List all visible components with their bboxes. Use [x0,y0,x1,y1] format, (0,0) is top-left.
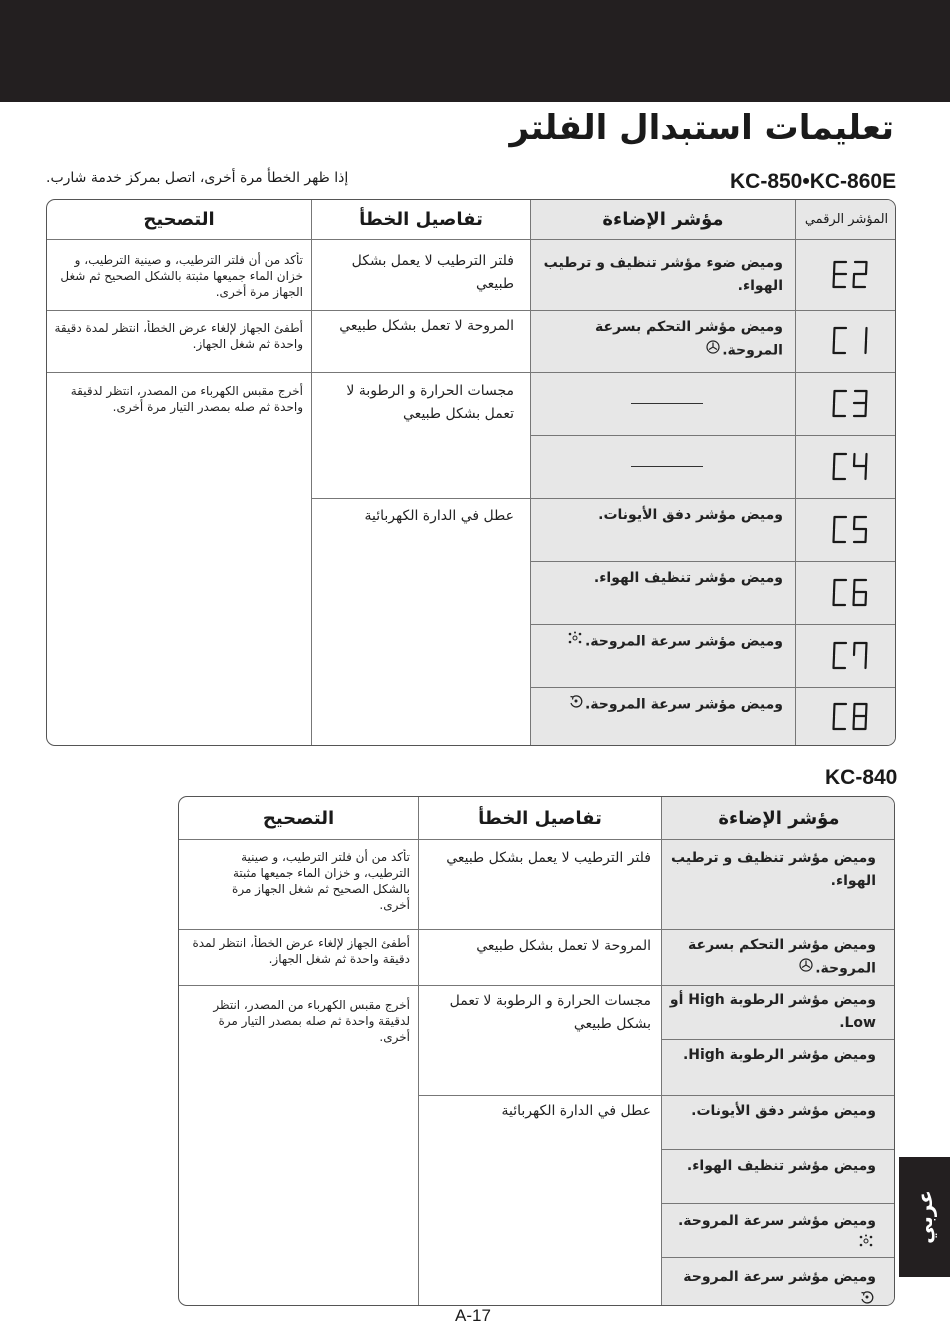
correction-text: أطفئ الجهاز لإلغاء عرض الخطأ، انتظر لمدة دقيقة واحدة ثم شغل الجهاز. [54,321,303,351]
page-title: تعليمات استبدال الفلتر [509,108,894,148]
row-divider [662,1095,895,1096]
indicator-column [530,200,795,745]
language-tab: عربي [899,1157,950,1277]
row-divider [531,435,795,436]
error-detail: عطل في الدارة الكهربائية [364,508,514,524]
row-divider [419,1095,661,1096]
correction-header: التصحيح [47,200,311,240]
header-band [0,0,950,102]
correction-text: تأكد من أن فلتر الترطيب، و صينية الترطيب، و خزان الماء جميعها مثبتة بالشكل الصحيح ثم شغل الجهاز مرة أخرى. [60,253,303,299]
row-divider [796,561,896,562]
indicator-text: وميض مؤشر التحكم بسرعة المروحة. [668,934,876,981]
error-detail: المروحة لا تعمل بشكل طبيعي [476,938,651,954]
indicator-text: وميض مؤشر الرطوبة High أو Low. [669,992,876,1031]
indicator-text: وميض مؤشر دفق الأيونات. [598,507,783,523]
indicator-header: مؤشر الإضاءة [531,200,795,240]
indicator-text: وميض مؤشر تنظيف و ترطيب الهواء. [671,850,876,889]
row-divider [662,985,895,986]
page-number: A-17 [455,1306,491,1325]
row-divider [796,372,896,373]
row-divider [419,985,661,986]
row-divider [531,310,795,311]
row-divider [531,372,795,373]
correction-header: التصحيح [179,797,418,840]
row-divider [796,687,896,688]
fan-auto-icon [860,1289,874,1306]
indicator-text: وميض مؤشر سرعة المروحة. [541,630,783,654]
row-divider [796,435,896,436]
error-table-1 [46,199,896,746]
indicator-text: وميض مؤشر تنظيف الهواء. [593,570,783,586]
correction-column [179,797,418,1305]
row-divider [312,310,530,311]
indicator-text: وميض ضوء مؤشر تنظيف و ترطيب الهواء. [543,255,783,294]
row-divider [47,310,311,311]
lcd-code-c4 [832,452,872,482]
details-column [418,797,661,1305]
error-detail: فلتر الترطيب لا يعمل بشكل طبيعي [446,850,651,866]
fan-control-icon [799,957,813,980]
lcd-code-e2 [832,260,872,290]
correction-column [47,200,311,745]
digital-column [795,200,896,745]
details-column [311,200,530,745]
indicator-header: مؤشر الإضاءة [662,797,895,840]
error-detail: فلتر الترطيب لا يعمل بشكل طبيعي [351,253,514,292]
row-divider [179,929,418,930]
row-divider [796,624,896,625]
correction-text: أخرج مقبس الكهرباء من المصدر، انتظر لدقيقة واحدة ثم صله بمصدر التيار مرة أخرى. [213,998,410,1044]
model-label-2: KC-840 [825,766,898,789]
row-divider [312,498,530,499]
service-note: إذا ظهر الخطأ مرة أخرى، اتصل بمركز خدمة شارب. [46,170,349,186]
error-detail: مجسات الحرارة و الرطوبة لا تعمل بشكل طبيعي [346,383,514,422]
row-divider [531,624,795,625]
row-divider [662,1257,895,1258]
correction-text: تأكد من أن فلتر الترطيب، و صينية الترطيب، و خزان الماء جميعها مثبتة بالشكل الصحيح ثم شغل الجهاز مرة أخرى. [232,850,410,912]
indicator-text: وميض مؤشر تنظيف الهواء. [686,1158,876,1174]
indicator-text: وميض مؤشر سرعة المروحة [668,1266,876,1306]
indicator-column [661,797,895,1305]
row-divider [662,1203,895,1204]
no-indicator-dash [631,466,703,467]
row-divider [531,561,795,562]
indicator-text: وميض مؤشر سرعة المروحة. [668,1210,876,1257]
model-label-1: KC-850•KC-860E [730,170,897,193]
correction-text: أطفئ الجهاز لإلغاء عرض الخطأ، انتظر لمدة دقيقة واحدة ثم شغل الجهاز. [192,936,410,966]
row-divider [796,310,896,311]
row-divider [312,372,530,373]
lcd-code-c8 [832,702,872,732]
lcd-code-c3 [832,389,872,419]
row-divider [179,985,418,986]
row-divider [419,929,661,930]
row-divider [662,929,895,930]
indicator-text: وميض مؤشر سرعة المروحة. [541,693,783,717]
correction-text: أخرج مقبس الكهرباء من المصدر، انتظر لدقيقة واحدة ثم صله بمصدر التيار مرة أخرى. [70,384,303,414]
no-indicator-dash [631,403,703,404]
details-header: تفاصيل الخطأ [312,200,530,240]
fan-auto-icon [569,693,583,716]
lcd-code-c6 [832,578,872,608]
row-divider [531,498,795,499]
row-divider [796,498,896,499]
lcd-code-c5 [832,515,872,545]
lcd-code-c7 [832,641,872,671]
details-header: تفاصيل الخطأ [419,797,661,840]
error-table-2 [178,796,895,1306]
row-divider [662,1039,895,1040]
lcd-code-c1 [832,326,872,356]
digital-header: المؤشر الرقمي [796,200,896,240]
row-divider [662,1149,895,1150]
error-detail: المروحة لا تعمل بشكل طبيعي [339,318,514,334]
indicator-text: وميض مؤشر دفق الأيونات. [691,1103,876,1119]
fan-speed-max-icon [858,1233,874,1256]
indicator-text: وميض مؤشر التحكم بسرعة المروحة. [541,316,783,363]
fan-control-icon [706,339,720,362]
row-divider [47,372,311,373]
indicator-text: وميض مؤشر الرطوبة High. [682,1047,876,1063]
row-divider [531,687,795,688]
fan-speed-max-icon [567,630,583,653]
error-detail: مجسات الحرارة و الرطوبة لا تعمل بشكل طبيعي [449,993,651,1032]
error-detail: عطل في الدارة الكهربائية [501,1103,651,1119]
